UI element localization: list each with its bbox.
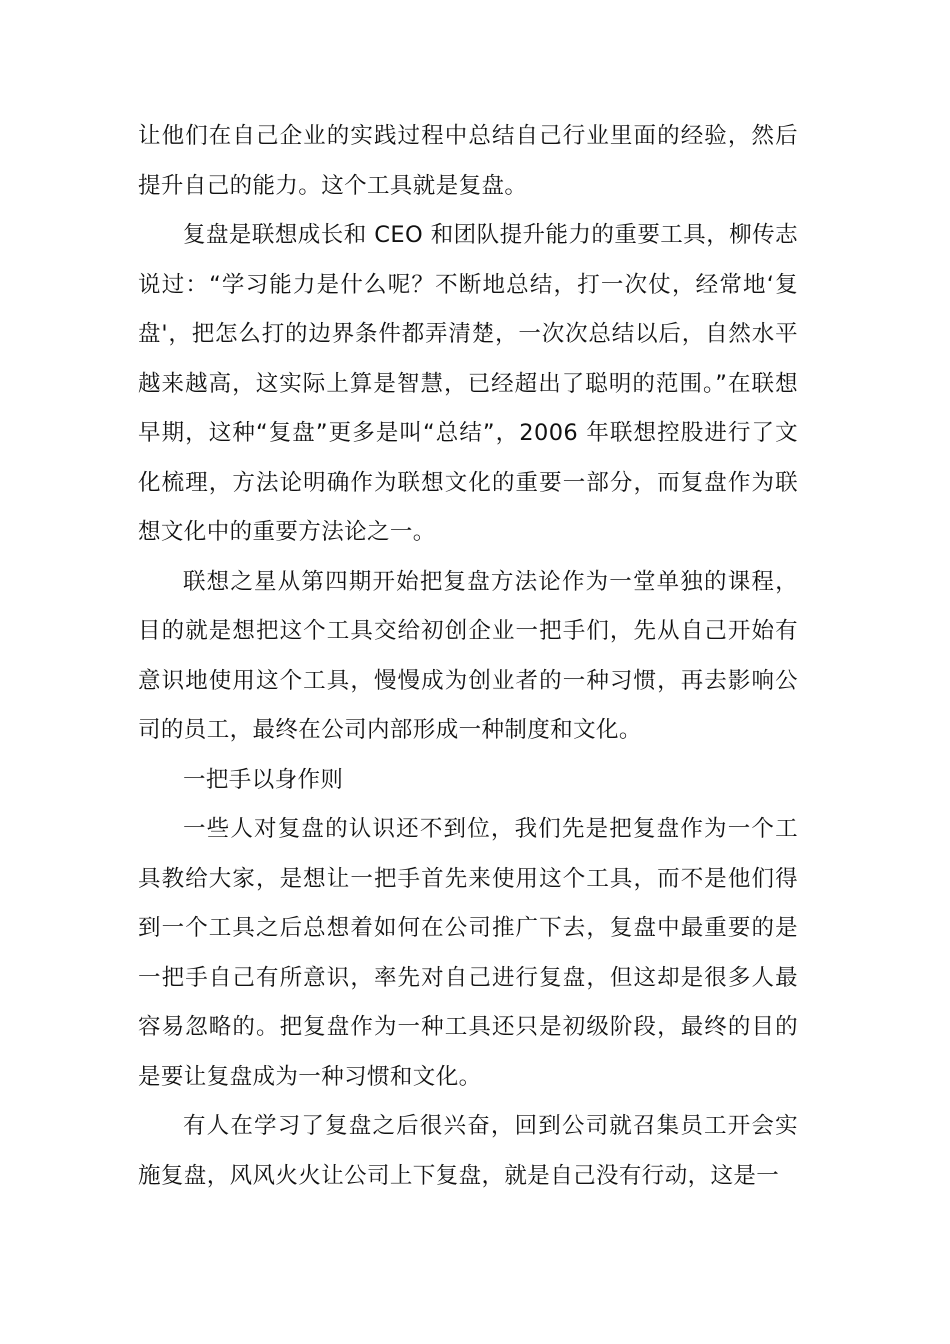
- paragraph-leader-awareness: 一些人对复盘的认识还不到位，我们先是把复盘作为一个工具教给大家，是想让一把手首先来使用这个工具，而不是他们得到一个工具之后总想着如何在公司推广下去，复盘中最重要的是一把手自己有所意识，率先对自己进行复盘，但这却是很多人最容易忽略的。把复盘作为一种工具还只是初级阶段，最终的目的是要让复盘成为一种习惯和文化。: [138, 816, 798, 1090]
- paragraph-lenovo-star-course: 联想之星从第四期开始把复盘方法论作为一堂单独的课程，目的就是想把这个工具交给初创企业一把手们，先从自己开始有意识地使用这个工具，慢慢成为创业者的一种习惯，再去影响公司的员工，最终在公司内部形成一种制度和文化。: [138, 568, 798, 743]
- document-body: [138, 112, 798, 1201]
- paragraph-continuation: 让他们在自己企业的实践过程中总结自己行业里面的经验，然后提升自己的能力。这个工具就是复盘。: [138, 123, 798, 199]
- paragraph-excitement: 有人在学习了复盘之后很兴奋，回到公司就召集员工开会实施复盘，风风火火让公司上下复盘，就是自己没有行动，这是一: [138, 1113, 798, 1189]
- section-heading: 一把手以身作则: [183, 766, 344, 793]
- paragraph-fupan-definition: 复盘是联想成长和 CEO 和团队提升能力的重要工具，柳传志说过：“学习能力是什么呢？不断地总结，打一次仗，经常地‘复盘'，把怎么打的边界条件都弄清楚，一次次总结以后，自然水平越来越高，这实际上算是智慧，已经超出了聪明的范围。”在联想早期，这种“复盘”更多是叫“总结”，2006 年联想控股进行了文化梳理，方法论明确作为联想文化的重要一部分，而复盘作为联想文化中的重要方法论之一。: [138, 222, 798, 545]
